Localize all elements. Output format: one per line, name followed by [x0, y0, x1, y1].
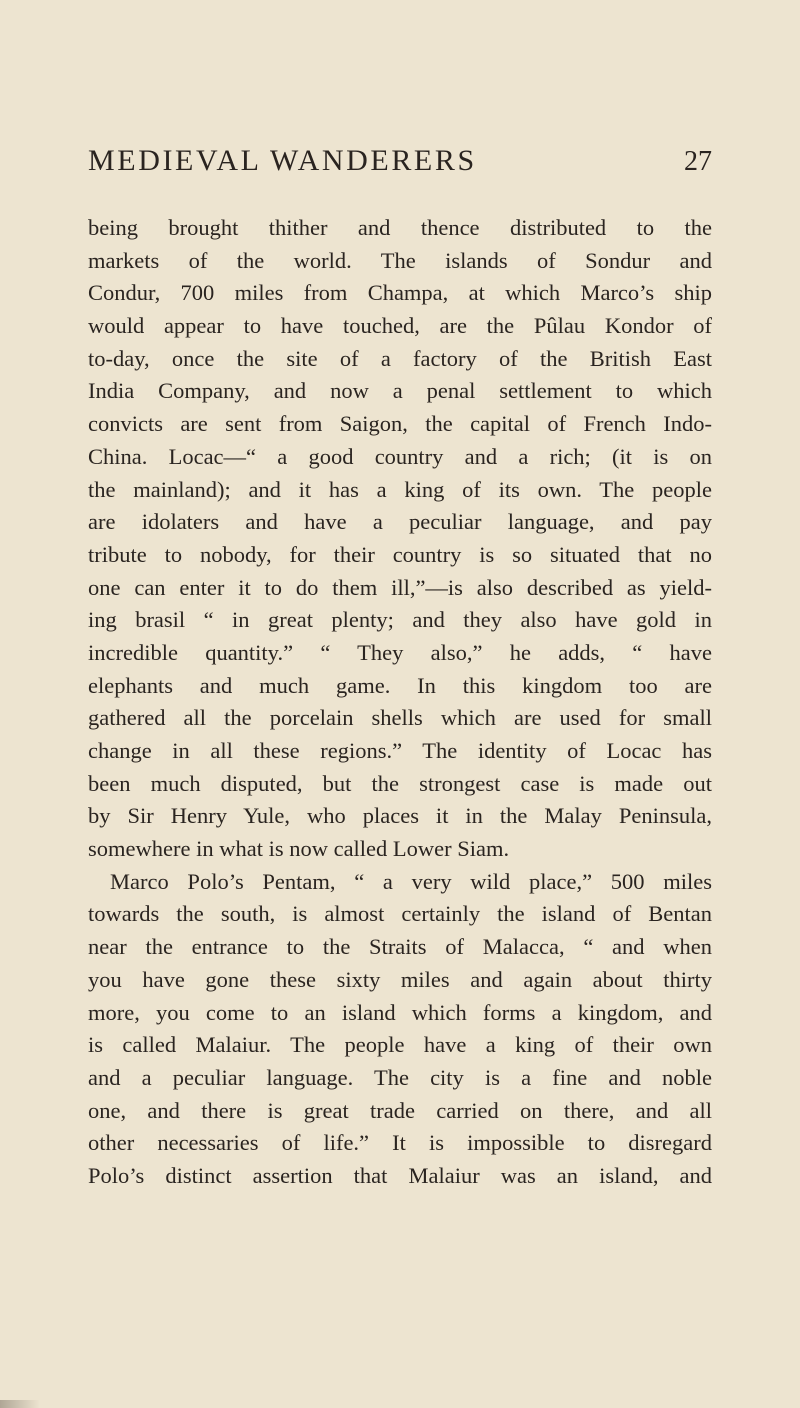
text-line: to-day, once the site of a factory of the British East	[88, 345, 712, 371]
text-line: one, and there is great trade carried on there, and all	[88, 1097, 712, 1123]
text-line: more, you come to an island which forms a kingdom, and	[88, 999, 712, 1025]
text-line: near the entrance to the Straits of Malacca, “ and when	[88, 934, 712, 960]
text-line: markets of the world. The islands of Sondur and	[88, 247, 712, 273]
text-line: been much disputed, but the strongest case is made out	[88, 770, 712, 796]
running-head	[88, 144, 712, 190]
text-line: the mainland); and it has a king of its own. The people	[88, 476, 712, 502]
text-line: convicts are sent from Saigon, the capital of French Indo-	[88, 411, 712, 437]
text-line: and a peculiar language. The city is a fine and noble	[88, 1064, 712, 1090]
text-line: Marco Polo’s Pentam, “ a very wild place,” 500 miles	[110, 868, 712, 894]
text-line: elephants and much game. In this kingdom too are	[88, 672, 712, 698]
text-line: India Company, and now a penal settlement to which	[88, 378, 712, 404]
text-line: incredible quantity.” “ They also,” he adds, “ have	[88, 639, 712, 665]
text-line: somewhere in what is now called Lower Siam.	[88, 836, 510, 862]
text-line: other necessaries of life.” It is impossible to disregard	[88, 1130, 712, 1156]
body-text	[88, 212, 712, 1193]
text-line: one can enter it to do them ill,”—is also described as yield-	[88, 574, 712, 600]
text-line: towards the south, is almost certainly the island of Bentan	[88, 901, 712, 927]
page-number: 27	[684, 146, 712, 177]
text-line: would appear to have touched, are the Pûlau Kondor of	[88, 313, 712, 339]
running-head-title: MEDIEVAL WANDERERS	[88, 144, 477, 177]
text-line: by Sir Henry Yule, who places it in the Malay Peninsula,	[88, 803, 712, 829]
text-line: change in all these regions.” The identity of Locac has	[88, 738, 712, 763]
text-line: China. Locac—“ a good country and a rich; (it is on	[88, 443, 712, 469]
text-line: gathered all the porcelain shells which are used for small	[88, 705, 712, 731]
text-line: Condur, 700 miles from Champa, at which Marco’s ship	[88, 280, 712, 306]
scan-edge-shadow	[0, 1400, 40, 1408]
text-line: ing brasil “ in great plenty; and they also have gold in	[88, 607, 712, 633]
text-line: being brought thither and thence distributed to the	[88, 215, 712, 240]
text-line: Polo’s distinct assertion that Malaiur was an island, and	[88, 1162, 712, 1188]
text-line: is called Malaiur. The people have a king of their own	[88, 1032, 712, 1058]
text-line: you have gone these sixty miles and again about thirty	[88, 966, 712, 992]
text-line: tribute to nobody, for their country is so situated that no	[88, 541, 712, 567]
text-line: are idolaters and have a peculiar language, and pay	[88, 509, 712, 535]
